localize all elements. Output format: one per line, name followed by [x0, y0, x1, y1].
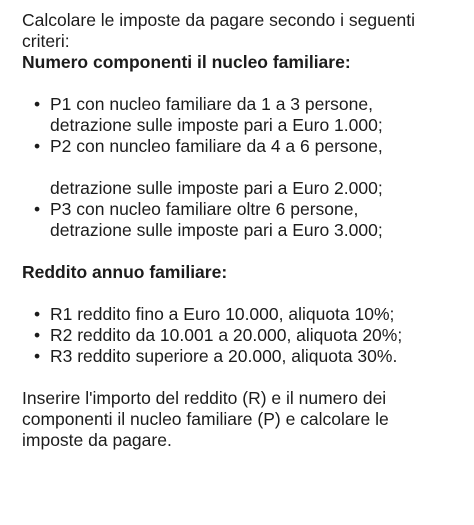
closing-line-3: imposte da pagare.: [22, 430, 172, 450]
intro-line-2: criteri:: [22, 31, 70, 51]
list-item: [22, 94, 462, 136]
list-item: [22, 136, 462, 199]
spacer: [22, 73, 462, 94]
list-item-line: detrazione sulle imposte pari a Euro 3.000;: [50, 220, 383, 240]
list-item: [22, 346, 462, 367]
list-item-blank-line: [50, 157, 462, 178]
household-list: [22, 94, 462, 241]
list-item-line: detrazione sulle imposte pari a Euro 1.000;: [50, 115, 383, 135]
list-item-line: • R3 reddito superiore a 20.000, aliquota 30%.: [50, 346, 398, 366]
list-item-line: • R1 reddito fino a Euro 10.000, aliquota 10%;: [50, 304, 395, 324]
spacer: [22, 241, 462, 262]
closing-line-2: componenti il nucleo familiare (P) e calcolare le: [22, 409, 389, 429]
list-item: [22, 304, 462, 325]
list-item-line: • R2 reddito da 10.001 a 20.000, aliquota 20%;: [50, 325, 403, 345]
section-heading-income: Reddito annuo familiare:: [22, 262, 228, 282]
income-list: [22, 304, 462, 367]
list-item-line: detrazione sulle imposte pari a Euro 2.000;: [50, 178, 383, 198]
closing-line-1: Inserire l'importo del reddito (R) e il numero dei: [22, 388, 387, 408]
list-item-line: • P1 con nucleo familiare da 1 a 3 persone,: [50, 94, 373, 114]
intro-line-1: Calcolare le imposte da pagare secondo i seguenti: [22, 10, 416, 30]
document-body: [22, 10, 462, 451]
list-item-line: • P2 con nuncleo familiare da 4 a 6 persone,: [50, 136, 383, 156]
list-item: [22, 199, 462, 241]
list-item-line: • P3 con nucleo familiare oltre 6 persone,: [50, 199, 359, 219]
section-heading-household: Numero componenti il nucleo familiare:: [22, 52, 351, 72]
spacer: [22, 283, 462, 304]
intro-paragraph: [22, 10, 462, 52]
spacer: [22, 367, 462, 388]
closing-paragraph: [22, 388, 462, 451]
list-item: [22, 325, 462, 346]
